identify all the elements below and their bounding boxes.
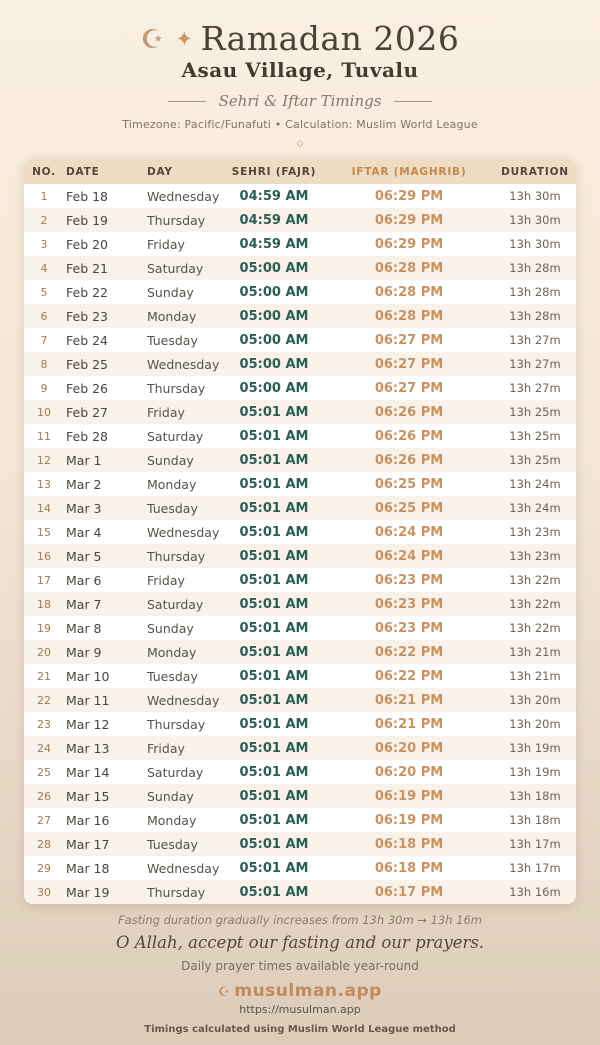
cell-duration: 13h 16m xyxy=(509,885,561,899)
cell-iftar: 06:22 PM xyxy=(374,668,444,684)
table-row xyxy=(24,616,576,640)
cell-day: Tuesday xyxy=(147,500,198,516)
table-header-row xyxy=(24,159,576,184)
table-row xyxy=(24,376,576,400)
cell-sehri: 05:01 AM xyxy=(239,692,309,708)
cell-date: Mar 12 xyxy=(66,716,110,732)
cell-date: Mar 2 xyxy=(66,476,102,492)
table-row xyxy=(24,688,576,712)
cell-sehri: 05:00 AM xyxy=(239,332,309,348)
table-row xyxy=(24,208,576,232)
diamond-separator-icon: ◇ xyxy=(296,139,304,149)
cell-sehri: 05:01 AM xyxy=(239,620,309,636)
table-row xyxy=(24,184,576,208)
cell-date: Mar 7 xyxy=(66,596,102,612)
cell-no: 18 xyxy=(37,597,51,611)
cell-day: Sunday xyxy=(147,284,194,300)
cell-sehri: 05:01 AM xyxy=(239,428,309,444)
cell-duration: 13h 21m xyxy=(509,645,561,659)
subtitle: Sehri & Iftar Timings xyxy=(218,92,382,110)
table-row xyxy=(24,232,576,256)
cell-duration: 13h 23m xyxy=(509,525,561,539)
availability-note: Daily prayer times available year-round xyxy=(181,959,419,973)
cell-duration: 13h 19m xyxy=(509,765,561,779)
cell-sehri: 05:01 AM xyxy=(239,524,309,540)
cell-date: Mar 6 xyxy=(66,572,102,588)
column-header-no: NO. xyxy=(32,165,56,178)
brand-url: https://musulman.app xyxy=(239,1003,361,1016)
timezone-calculation-meta: Timezone: Pacific/Funafuti • Calculation: Muslim World League xyxy=(122,118,478,131)
cell-no: 9 xyxy=(40,381,48,395)
table-row xyxy=(24,736,576,760)
cell-duration: 13h 18m xyxy=(509,789,561,803)
cell-date: Mar 5 xyxy=(66,548,102,564)
table-row xyxy=(24,352,576,376)
cell-iftar: 06:25 PM xyxy=(374,500,444,516)
cell-sehri: 05:01 AM xyxy=(239,644,309,660)
cell-day: Tuesday xyxy=(147,836,198,852)
cell-iftar: 06:26 PM xyxy=(374,428,444,444)
timings-table xyxy=(24,159,576,904)
cell-day: Monday xyxy=(147,644,197,660)
table-row xyxy=(24,784,576,808)
cell-duration: 13h 27m xyxy=(509,381,561,395)
cell-date: Feb 20 xyxy=(66,236,109,252)
page-footer xyxy=(0,913,600,1035)
cell-sehri: 05:01 AM xyxy=(239,788,309,804)
cell-no: 25 xyxy=(37,765,51,779)
cell-no: 19 xyxy=(37,621,51,635)
cell-duration: 13h 22m xyxy=(509,573,561,587)
dua-text: O Allah, accept our fasting and our prayers. xyxy=(115,933,485,952)
cell-day: Sunday xyxy=(147,452,194,468)
cell-no: 27 xyxy=(37,813,51,827)
duration-trend-note: Fasting duration gradually increases from 13h 30m → 13h 16m xyxy=(117,913,483,927)
divider-line-right xyxy=(394,101,432,102)
cell-no: 7 xyxy=(40,333,48,347)
cell-duration: 13h 17m xyxy=(509,837,561,851)
location-title: Asau Village, Tuvalu xyxy=(181,58,419,82)
cell-iftar: 06:21 PM xyxy=(374,716,444,732)
cell-day: Monday xyxy=(147,812,197,828)
cell-sehri: 05:01 AM xyxy=(239,476,309,492)
cell-iftar: 06:18 PM xyxy=(374,836,444,852)
table-row xyxy=(24,520,576,544)
cell-iftar: 06:26 PM xyxy=(374,404,444,420)
cell-iftar: 06:19 PM xyxy=(374,812,444,828)
cell-date: Mar 13 xyxy=(66,740,110,756)
table-row xyxy=(24,304,576,328)
cell-day: Saturday xyxy=(147,260,204,276)
cell-no: 5 xyxy=(40,285,48,299)
cell-duration: 13h 22m xyxy=(509,621,561,635)
cell-sehri: 05:01 AM xyxy=(239,572,309,588)
cell-no: 17 xyxy=(37,573,51,587)
cell-no: 4 xyxy=(40,261,48,275)
cell-day: Wednesday xyxy=(147,860,220,876)
cell-day: Thursday xyxy=(147,380,206,396)
cell-iftar: 06:17 PM xyxy=(374,884,444,900)
cell-no: 10 xyxy=(37,405,51,419)
table-row xyxy=(24,328,576,352)
cell-day: Friday xyxy=(147,572,185,588)
cell-day: Friday xyxy=(147,740,185,756)
table-row xyxy=(24,760,576,784)
cell-sehri: 05:00 AM xyxy=(239,356,309,372)
cell-date: Feb 18 xyxy=(66,188,109,204)
cell-duration: 13h 22m xyxy=(509,597,561,611)
calculation-method-note: Timings calculated using Muslim World League method xyxy=(144,1024,456,1035)
cell-duration: 13h 21m xyxy=(509,669,561,683)
table-row xyxy=(24,424,576,448)
cell-day: Wednesday xyxy=(147,356,220,372)
cell-iftar: 06:20 PM xyxy=(374,764,444,780)
cell-duration: 13h 30m xyxy=(509,213,561,227)
cell-iftar: 06:24 PM xyxy=(374,524,444,540)
cell-iftar: 06:23 PM xyxy=(374,620,444,636)
cell-date: Feb 25 xyxy=(66,356,109,372)
table-row xyxy=(24,880,576,904)
cell-sehri: 05:01 AM xyxy=(239,452,309,468)
cell-duration: 13h 19m xyxy=(509,741,561,755)
cell-no: 28 xyxy=(37,837,51,851)
cell-sehri: 05:01 AM xyxy=(239,548,309,564)
cell-duration: 13h 25m xyxy=(509,429,561,443)
cell-no: 23 xyxy=(37,717,51,731)
cell-duration: 13h 27m xyxy=(509,357,561,371)
table-body xyxy=(24,184,576,904)
brand-row xyxy=(0,981,600,1001)
cell-iftar: 06:28 PM xyxy=(374,284,444,300)
cell-sehri: 05:00 AM xyxy=(239,284,309,300)
cell-date: Mar 3 xyxy=(66,500,102,516)
subtitle-row xyxy=(0,92,600,110)
cell-no: 13 xyxy=(37,477,51,491)
cell-iftar: 06:23 PM xyxy=(374,596,444,612)
cell-no: 15 xyxy=(37,525,51,539)
cell-date: Feb 26 xyxy=(66,380,109,396)
cell-duration: 13h 25m xyxy=(509,453,561,467)
cell-duration: 13h 28m xyxy=(509,261,561,275)
cell-iftar: 06:21 PM xyxy=(374,692,444,708)
cell-iftar: 06:26 PM xyxy=(374,452,444,468)
cell-iftar: 06:27 PM xyxy=(374,380,444,396)
table-row xyxy=(24,664,576,688)
cell-iftar: 06:23 PM xyxy=(374,572,444,588)
column-header-iftar: IFTAR (MAGHRIB) xyxy=(351,165,467,178)
cell-duration: 13h 20m xyxy=(509,717,561,731)
cell-date: Mar 17 xyxy=(66,836,110,852)
column-header-sehri: SEHRI (FAJR) xyxy=(231,165,317,178)
cell-no: 24 xyxy=(37,741,51,755)
cell-no: 2 xyxy=(40,213,48,227)
column-header-day: DAY xyxy=(147,165,173,178)
cell-date: Mar 11 xyxy=(66,692,110,708)
cell-date: Mar 10 xyxy=(66,668,110,684)
table-row xyxy=(24,544,576,568)
cell-sehri: 05:01 AM xyxy=(239,860,309,876)
cell-iftar: 06:29 PM xyxy=(374,212,444,228)
cell-iftar: 06:28 PM xyxy=(374,308,444,324)
table-row xyxy=(24,640,576,664)
cell-day: Wednesday xyxy=(147,692,220,708)
cell-date: Mar 8 xyxy=(66,620,102,636)
cell-day: Friday xyxy=(147,404,185,420)
cell-duration: 13h 24m xyxy=(509,501,561,515)
cell-date: Feb 22 xyxy=(66,284,109,300)
cell-no: 22 xyxy=(37,693,51,707)
cell-day: Thursday xyxy=(147,716,206,732)
cell-sehri: 05:01 AM xyxy=(239,836,309,852)
cell-sehri: 04:59 AM xyxy=(239,212,309,228)
cell-date: Mar 14 xyxy=(66,764,110,780)
cell-day: Friday xyxy=(147,236,185,252)
cell-duration: 13h 28m xyxy=(509,309,561,323)
cell-duration: 13h 24m xyxy=(509,477,561,491)
cell-sehri: 04:59 AM xyxy=(239,236,309,252)
cell-date: Mar 1 xyxy=(66,452,102,468)
cell-date: Mar 16 xyxy=(66,812,110,828)
cell-duration: 13h 28m xyxy=(509,285,561,299)
cell-sehri: 05:01 AM xyxy=(239,500,309,516)
cell-iftar: 06:28 PM xyxy=(374,260,444,276)
cell-no: 29 xyxy=(37,861,51,875)
cell-iftar: 06:22 PM xyxy=(374,644,444,660)
table-row xyxy=(24,712,576,736)
cell-iftar: 06:19 PM xyxy=(374,788,444,804)
cell-no: 11 xyxy=(37,429,51,443)
table-row xyxy=(24,568,576,592)
cell-no: 20 xyxy=(37,645,51,659)
table-row xyxy=(24,448,576,472)
cell-sehri: 05:01 AM xyxy=(239,812,309,828)
cell-day: Saturday xyxy=(147,428,204,444)
cell-sehri: 05:00 AM xyxy=(239,380,309,396)
cell-sehri: 04:59 AM xyxy=(239,188,309,204)
cell-sehri: 05:00 AM xyxy=(239,308,309,324)
table-row xyxy=(24,592,576,616)
cell-day: Wednesday xyxy=(147,524,220,540)
cell-iftar: 06:29 PM xyxy=(374,188,444,204)
cell-day: Tuesday xyxy=(147,668,198,684)
cell-no: 26 xyxy=(37,789,51,803)
cell-duration: 13h 30m xyxy=(509,237,561,251)
cell-sehri: 05:01 AM xyxy=(239,764,309,780)
cell-sehri: 05:01 AM xyxy=(239,404,309,420)
cell-iftar: 06:18 PM xyxy=(374,860,444,876)
cell-iftar: 06:20 PM xyxy=(374,740,444,756)
table-row xyxy=(24,832,576,856)
cell-day: Saturday xyxy=(147,596,204,612)
cell-iftar: 06:24 PM xyxy=(374,548,444,564)
cell-date: Feb 24 xyxy=(66,332,109,348)
sparkle-icon: ✦ xyxy=(175,27,194,51)
cell-iftar: 06:27 PM xyxy=(374,332,444,348)
cell-day: Tuesday xyxy=(147,332,198,348)
page-title: Ramadan 2026 xyxy=(200,19,460,58)
cell-date: Mar 15 xyxy=(66,788,110,804)
cell-duration: 13h 18m xyxy=(509,813,561,827)
page-title-row xyxy=(0,20,600,59)
cell-date: Feb 27 xyxy=(66,404,109,420)
cell-day: Saturday xyxy=(147,764,204,780)
cell-day: Monday xyxy=(147,476,197,492)
cell-sehri: 05:00 AM xyxy=(239,260,309,276)
column-header-duration: DURATION xyxy=(501,165,569,178)
cell-date: Feb 23 xyxy=(66,308,109,324)
cell-day: Sunday xyxy=(147,788,194,804)
cell-duration: 13h 23m xyxy=(509,549,561,563)
cell-date: Mar 4 xyxy=(66,524,102,540)
cell-no: 1 xyxy=(40,189,48,203)
table-row xyxy=(24,400,576,424)
cell-iftar: 06:29 PM xyxy=(374,236,444,252)
crescent-moon-icon: ☪ xyxy=(140,25,165,55)
cell-day: Sunday xyxy=(147,620,194,636)
cell-duration: 13h 30m xyxy=(509,189,561,203)
table-row xyxy=(24,472,576,496)
table-row xyxy=(24,856,576,880)
cell-date: Mar 9 xyxy=(66,644,102,660)
cell-no: 8 xyxy=(40,357,48,371)
cell-day: Thursday xyxy=(147,212,206,228)
cell-iftar: 06:25 PM xyxy=(374,476,444,492)
cell-duration: 13h 17m xyxy=(509,861,561,875)
table-row xyxy=(24,256,576,280)
cell-date: Mar 19 xyxy=(66,884,110,900)
cell-date: Feb 21 xyxy=(66,260,109,276)
cell-no: 14 xyxy=(37,501,51,515)
cell-no: 30 xyxy=(37,885,51,899)
cell-day: Thursday xyxy=(147,548,206,564)
cell-no: 16 xyxy=(37,549,51,563)
brand-name: musulman.app xyxy=(234,981,382,1001)
brand-crescent-icon: ☪ xyxy=(218,985,231,1000)
cell-sehri: 05:01 AM xyxy=(239,740,309,756)
table-row xyxy=(24,280,576,304)
cell-duration: 13h 27m xyxy=(509,333,561,347)
cell-date: Feb 19 xyxy=(66,212,109,228)
divider-line-left xyxy=(168,101,206,102)
cell-duration: 13h 25m xyxy=(509,405,561,419)
cell-sehri: 05:01 AM xyxy=(239,668,309,684)
table-row xyxy=(24,808,576,832)
page-header xyxy=(0,0,600,149)
cell-no: 21 xyxy=(37,669,51,683)
cell-day: Monday xyxy=(147,308,197,324)
column-header-date: DATE xyxy=(66,165,100,178)
cell-no: 12 xyxy=(37,453,51,467)
cell-sehri: 05:01 AM xyxy=(239,716,309,732)
cell-day: Wednesday xyxy=(147,188,220,204)
cell-date: Mar 18 xyxy=(66,860,110,876)
cell-sehri: 05:01 AM xyxy=(239,596,309,612)
cell-no: 6 xyxy=(40,309,48,323)
cell-sehri: 05:01 AM xyxy=(239,884,309,900)
cell-iftar: 06:27 PM xyxy=(374,356,444,372)
cell-day: Thursday xyxy=(147,884,206,900)
table-row xyxy=(24,496,576,520)
cell-date: Feb 28 xyxy=(66,428,109,444)
cell-no: 3 xyxy=(40,237,48,251)
cell-duration: 13h 20m xyxy=(509,693,561,707)
